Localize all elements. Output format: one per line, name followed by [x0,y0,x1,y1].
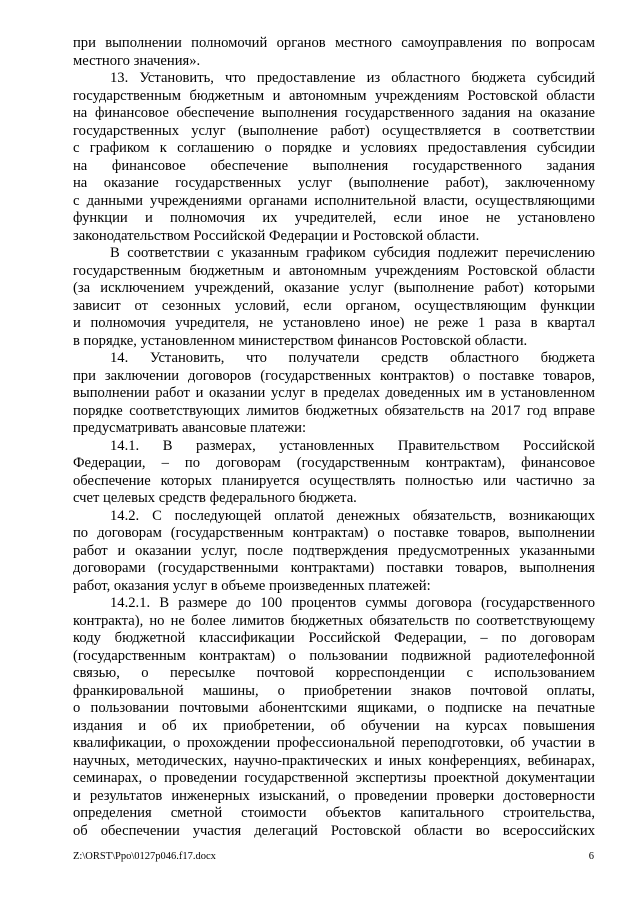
text-line: работ и оказании услуг, после подтверждения предусмотренных указанными [73,542,595,559]
text-line: на финансовое обеспечение выполнения государственного задания на оказание [73,105,595,121]
paragraph-continuation [73,35,595,70]
text-line: выполнении работ и оказании услуг в пределах доведенных им в установленном [73,385,595,401]
text-line: обеспечение которых планируется осуществлять полностью или частично за [73,472,595,489]
text-line: 14.1. В размерах, установленных Правительством Российской [110,437,595,454]
text-line: определения сметной стоимости объектов капитального строительства, [73,805,595,821]
text-line: государственных услуг (выполнение работ) осуществляется в соответствии [73,122,595,139]
text-line: Федерации, – по договорам (государственным контрактам), финансовое [73,455,595,471]
text-line: научных, методических, научно-практических и иных конференциях, вебинарах, [73,752,595,769]
text-line: 13. Установить, что предоставление из областного бюджета субсидий [110,70,595,86]
text-line: законодательством Российской Федерации и Ростовской области. [73,227,480,244]
text-line: работ, оказания услуг в объеме произведенных платежей: [73,577,431,594]
text-line: и результатов инженерных изысканий, о проведении проверки достоверности [73,787,595,804]
paragraph-schedule [73,245,595,350]
text-line: на финансовое обеспечение выполнения государственного задания [73,157,595,174]
text-line: государственным бюджетным и автономным учреждениям Ростовской области [73,262,595,279]
text-line: при выполнении полномочий органов местного самоуправления по вопросам [73,35,595,51]
text-line: (государственным контрактам) о пользовании подвижной радиотелефонной [73,647,595,664]
text-line: при заключении договоров (государственных контрактов) о поставке товаров, [73,367,595,384]
text-line: договорами (государственными контрактами) поставки товаров, выполнения [73,560,595,576]
text-line: издания и об их приобретении, об обучении на курсах повышения [73,717,595,734]
text-line: В соответствии с указанным графиком субсидия подлежит перечислению [110,245,595,261]
text-line: об обеспечении участия делегаций Ростовской области во всероссийских [73,822,595,839]
text-line: предусматривать авансовые платежи: [73,420,307,436]
text-line: коду бюджетной классификации Российской Федерации, – по договорам [73,630,595,646]
text-line: по договорам (государственным контрактам) о поставке товаров, выполнении [73,525,595,541]
text-line: о пользовании почтовыми абонентскими ящиками, о подписке на печатные [73,700,595,716]
text-line: 14. Установить, что получатели средств областного бюджета [110,350,595,366]
text-line: семинарах, о проведении государственной экспертизы проектной документации [73,770,595,786]
paragraph-item-14-2 [73,508,595,596]
paragraph-item-14-1 [73,438,595,508]
text-line: государственным бюджетным и автономным учреждениям Ростовской области [73,87,595,104]
text-line: (за исключением учреждений, оказание услуг (выполнение работ) которыми [73,280,595,296]
text-line: связью, о пересылке почтовой корреспонденции с использованием [73,665,595,681]
paragraph-item-14-2-1 [73,595,595,840]
document-body [73,35,595,840]
text-line: франкировальной машины, о приобретении знаков почтовой оплаты, [73,682,595,699]
text-line: 14.2.1. В размере до 100 процентов суммы договора (государственного [110,595,595,611]
text-line: функции и полномочия их учредителей, если иное не установлено [73,210,595,226]
footer-file-path: Z:\ORST\Ppo\0127p046.f17.docx [73,851,216,862]
text-line: с данными учреждениями органами исполнительной власти, осуществляющими [73,192,595,209]
page-number: 6 [588,851,594,862]
text-line: контракта), но не более лимитов бюджетных обязательств по соответствующему [73,612,595,629]
text-line: 14.2. С последующей оплатой денежных обязательств, возникающих [110,507,595,524]
text-line: местного значения». [73,52,201,69]
text-line: и полномочия учредителя, не установлено иное) не реже 1 раза в квартал [73,315,595,331]
text-line: на оказание государственных услуг (выполнение работ), заключенному [73,175,595,191]
text-line: зависит от сезонных условий, если органом, осуществляющим функции [73,297,595,314]
text-line: порядке соответствующих лимитов бюджетных обязательств на 2017 год вправе [73,402,595,419]
text-line: счет целевых средств федерального бюджета. [73,490,357,506]
text-line: в порядке, установленном министерством финансов Ростовской области. [73,332,528,349]
text-line: квалификации, о прохождении профессиональной переподготовки, об участии в [73,735,595,751]
paragraph-item-13 [73,70,595,245]
paragraph-item-14 [73,350,595,438]
text-line: с графиком к соглашению о порядке и условиях предоставления субсидии [73,140,595,156]
